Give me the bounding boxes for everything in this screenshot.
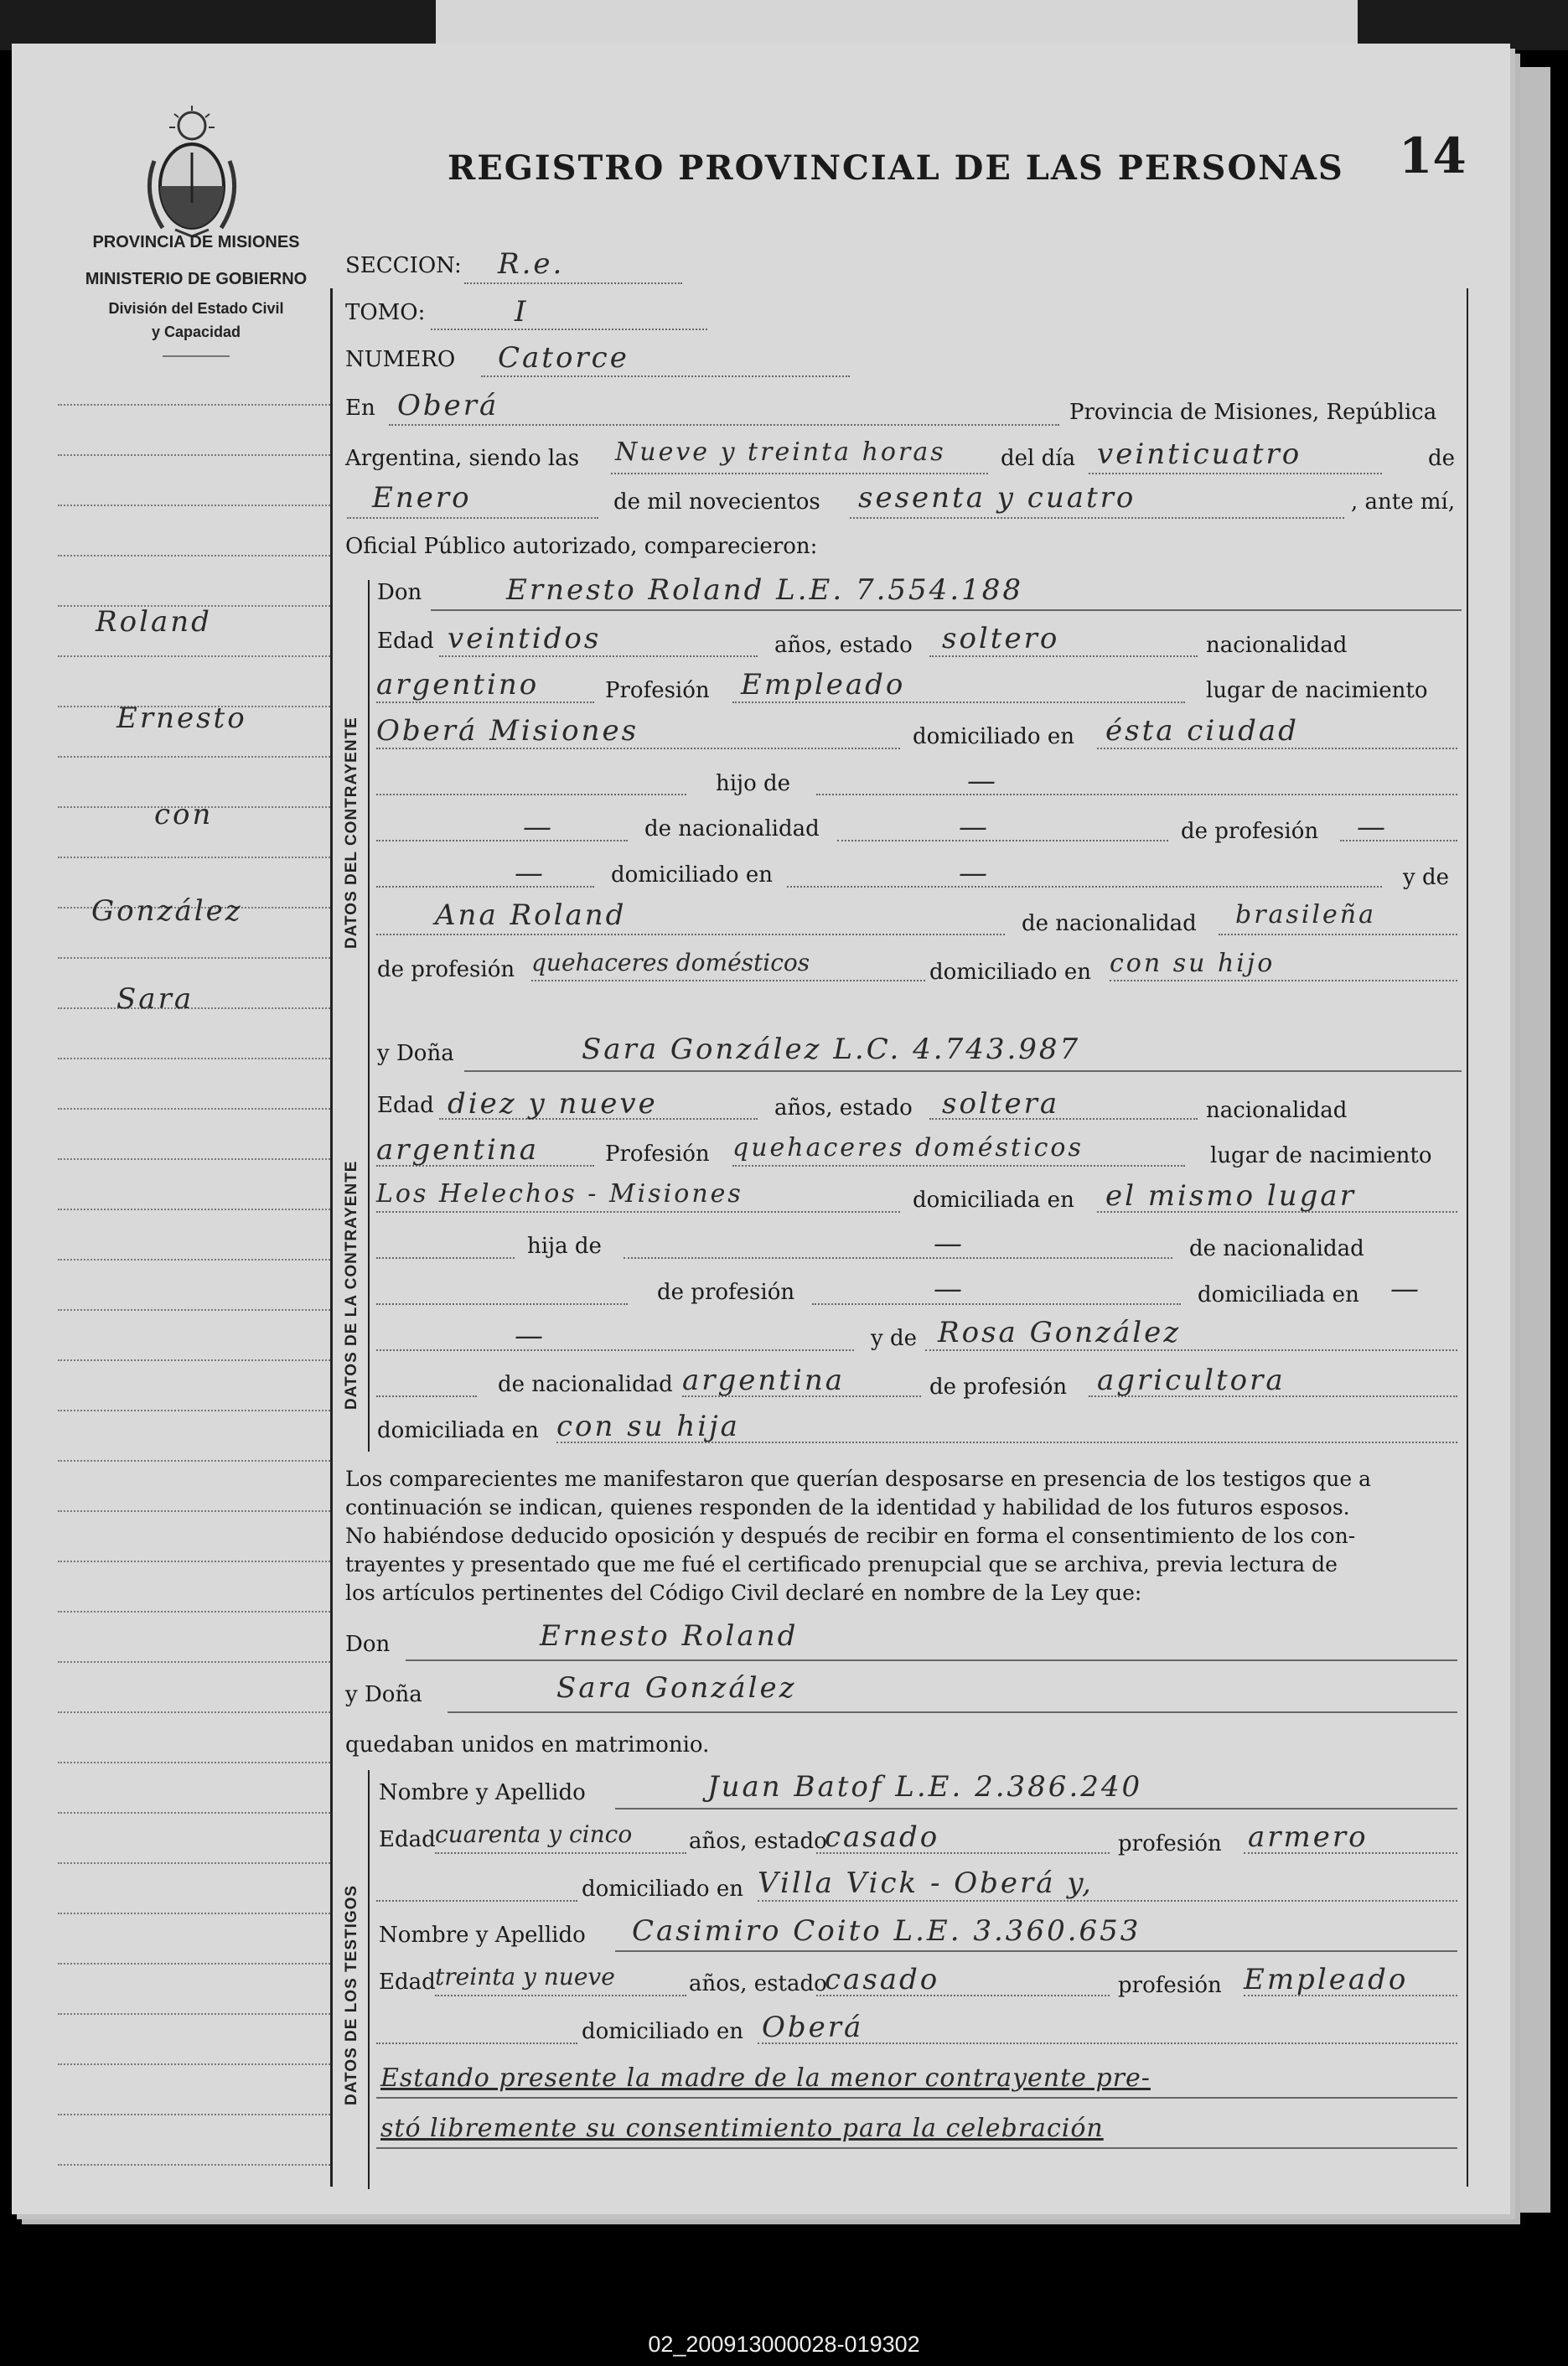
value-bride-edad: diez y nueve — [448, 1087, 658, 1121]
label-domiciliado: domiciliado en — [611, 862, 773, 888]
label-de-prof: de profesión — [929, 1375, 1068, 1400]
field-line — [376, 748, 900, 749]
label-del-dia: del día — [1001, 446, 1076, 471]
value-witness2-edad: treinta y nueve — [435, 1963, 615, 1991]
value-groom-nac: argentino — [376, 668, 540, 702]
margin-note: con — [154, 798, 214, 831]
field-line — [376, 1303, 628, 1305]
label-seccion: SECCION: — [345, 253, 462, 278]
value-witness2-name: Casimiro Coito L.E. 3.360.653 — [632, 1914, 1141, 1948]
value-dash: — — [959, 810, 990, 844]
value-bride-madre-prof: agricultora — [1097, 1364, 1286, 1397]
field-line — [376, 2097, 1457, 2099]
value-groom-prof: Empleado — [741, 668, 906, 702]
margin-note: Ernesto — [116, 702, 247, 735]
value-bride-estado: soltera — [942, 1087, 1060, 1121]
margin-line — [58, 555, 330, 557]
label-edad: Edad — [379, 1827, 436, 1852]
label-domiciliado: domiciliado en — [913, 724, 1074, 749]
value-numero: Catorce — [498, 341, 629, 375]
label-de-prof: de profesión — [657, 1280, 795, 1305]
header-division: División del Estado Civil — [108, 300, 284, 317]
image-id-label: 02_200913000028-019302 — [648, 2332, 920, 2357]
field-line — [439, 655, 758, 657]
value-don-final: Ernesto Roland — [540, 1619, 799, 1653]
margin-line — [58, 1209, 330, 1210]
field-line — [624, 1257, 1172, 1259]
label-oficial: Oficial Público autorizado, comparecieron: — [345, 534, 818, 559]
value-note-line2: stó libremente su consentimiento para la celebración — [380, 2114, 1104, 2143]
margin-line — [58, 404, 330, 406]
value-anio: sesenta y cuatro — [858, 481, 1136, 515]
label-provincia: Provincia de Misiones, República — [1069, 400, 1437, 425]
field-line — [464, 1070, 1462, 1072]
margin-line — [58, 1661, 330, 1663]
field-line — [481, 375, 850, 377]
value-dash: — — [959, 857, 990, 890]
margin-line — [58, 1007, 330, 1009]
value-en: Oberá — [397, 389, 499, 422]
field-line — [431, 329, 707, 330]
section-bracket — [368, 1033, 370, 1452]
margin-line — [58, 1862, 330, 1864]
field-line — [816, 794, 1457, 795]
value-dash: — — [515, 857, 546, 890]
value-witness2-prof: Empleado — [1244, 1963, 1409, 1996]
field-line — [376, 934, 1005, 935]
header-rule — [163, 355, 230, 357]
paragraph-line: Los comparecientes me manifestaron que querían desposarse en presencia de los testigos que a — [345, 1467, 1371, 1491]
margin-line — [58, 857, 330, 858]
margin-line — [58, 655, 330, 657]
margin-line — [58, 1913, 330, 1914]
value-groom-lugar: Oberá Misiones — [376, 714, 639, 748]
field-line — [347, 517, 598, 519]
section-bracket — [368, 1770, 370, 2189]
value-dash: — — [1357, 810, 1388, 844]
right-border — [1467, 288, 1468, 2187]
field-line — [376, 1349, 854, 1351]
margin-line — [58, 1561, 330, 1562]
margin-line — [58, 1108, 330, 1110]
field-line — [448, 1711, 1457, 1713]
label-domiciliado: domiciliado en — [582, 2019, 743, 2044]
label-domiciliada: domiciliada en — [377, 1418, 539, 1443]
margin-line — [58, 1158, 330, 1160]
label-anos-estado: años, estado — [774, 633, 913, 658]
paragraph-line: continuación se indican, quienes responden de la identidad y habilidad de los futuros esposos. — [345, 1495, 1350, 1520]
label-domiciliado: domiciliado en — [929, 960, 1091, 985]
label-de-mil: de mil novecientos — [613, 489, 820, 515]
value-dona-final: Sara González — [556, 1671, 797, 1705]
field-line — [376, 1257, 515, 1259]
label-argentina: Argentina, siendo las — [345, 446, 580, 471]
field-line — [850, 517, 1344, 519]
coat-of-arms-icon — [137, 102, 246, 241]
field-line — [376, 702, 594, 703]
value-groom-name: Ernesto Roland L.E. 7.554.188 — [506, 573, 1024, 607]
label-de-nac: de nacionalidad — [1189, 1236, 1364, 1261]
value-hora: Nueve y treinta horas — [615, 437, 946, 467]
margin-line — [58, 1410, 330, 1411]
value-dia: veinticuatro — [1097, 437, 1302, 471]
value-groom-dom: ésta ciudad — [1105, 714, 1299, 748]
side-label-witnesses: DATOS DE LOS TESTIGOS — [343, 1884, 360, 2105]
margin-line — [58, 1762, 330, 1763]
label-profesion: Profesión — [605, 678, 710, 703]
field-line — [435, 1995, 686, 1996]
value-dash: — — [515, 1319, 546, 1353]
label-nacionalidad: nacionalidad — [1206, 633, 1348, 658]
field-line — [376, 1395, 477, 1397]
side-label-bride: DATOS DE LA CONTRAYENTE — [343, 1160, 360, 1410]
label-anos-estado: años, estado — [774, 1095, 913, 1121]
label-don: Don — [377, 580, 422, 605]
page-number: 14 — [1399, 127, 1467, 184]
field-line — [732, 702, 1185, 703]
label-de-prof: de profesión — [377, 957, 515, 982]
field-line — [389, 424, 1059, 426]
label-tomo: TOMO: — [345, 300, 426, 325]
label-domiciliada: domiciliada en — [1198, 1282, 1359, 1307]
value-bride-madre: Rosa González — [938, 1316, 1182, 1349]
value-bride-nac: argentina — [376, 1133, 540, 1167]
field-line — [837, 840, 1168, 841]
field-line — [1110, 980, 1457, 981]
header-capacity: y Capacidad — [151, 324, 241, 340]
label-domiciliado: domiciliado en — [582, 1877, 743, 1902]
value-groom-madre: Ana Roland — [435, 898, 627, 932]
label-domiciliada: domiciliada en — [913, 1188, 1074, 1213]
margin-line — [58, 1611, 330, 1613]
label-profesion: profesión — [1118, 1831, 1222, 1856]
field-line — [758, 1900, 1457, 1902]
field-line — [732, 1165, 1185, 1167]
margin-line — [58, 1309, 330, 1311]
margin-line — [58, 454, 330, 456]
field-line — [431, 609, 1462, 611]
label-anos-estado: años, estado — [689, 1971, 827, 1996]
margin-note: González — [91, 894, 243, 928]
value-bride-name: Sara González L.C. 4.743.987 — [582, 1033, 1081, 1066]
value-witness1-name: Juan Batof L.E. 2.386.240 — [707, 1770, 1143, 1804]
field-line — [376, 794, 686, 795]
margin-line — [58, 1812, 330, 1814]
label-de-nac: de nacionalidad — [1022, 911, 1197, 936]
label-lugar-nac: lugar de nacimiento — [1210, 1143, 1432, 1168]
label-y-dona: y Doña — [345, 1682, 422, 1707]
value-dash: — — [523, 810, 554, 844]
paragraph-line: trayentes y presentado que me fué el certificado prenupcial que se archiva, previa lectura de — [345, 1552, 1338, 1576]
label-hijo-de: hijo de — [716, 771, 791, 796]
label-don: Don — [345, 1632, 391, 1657]
page-title: REGISTRO PROVINCIAL DE LAS PERSONAS — [448, 148, 1344, 188]
header-ministry: MINISTERIO DE GOBIERNO — [85, 270, 308, 288]
field-line — [925, 1349, 1457, 1351]
field-line — [376, 2042, 577, 2044]
value-groom-madre-dom: con su hijo — [1110, 949, 1276, 978]
field-line — [615, 1808, 1457, 1809]
value-dash: — — [934, 1227, 965, 1261]
margin-line — [58, 1359, 330, 1361]
margin-line — [58, 957, 330, 959]
label-de-nac: de nacionalidad — [498, 1372, 673, 1397]
field-line — [376, 2147, 1457, 2149]
value-note-line1: Estando presente la madre de la menor contrayente pre- — [380, 2063, 1151, 2093]
label-de: de — [1428, 446, 1456, 471]
label-numero: NUMERO — [345, 347, 456, 372]
value-mes: Enero — [372, 481, 472, 515]
label-hija-de: hija de — [527, 1234, 602, 1259]
value-witness1-dom: Villa Vick - Oberá y, — [758, 1866, 1094, 1900]
value-witness1-estado: casado — [825, 1820, 940, 1854]
field-line — [611, 473, 988, 474]
field-line — [929, 655, 1198, 657]
label-ante-mi: , ante mí, — [1351, 489, 1456, 515]
value-groom-madre-prof: quehaceres domésticos — [531, 949, 810, 976]
field-line — [615, 1950, 1457, 1952]
margin-line — [58, 1259, 330, 1261]
label-y-de: y de — [871, 1326, 917, 1351]
margin-line — [58, 2164, 330, 2166]
margin-line — [58, 756, 330, 758]
value-dash: — — [1390, 1272, 1421, 1306]
paragraph-line: los artículos pertinentes del Código Civil declaré en nombre de la Ley que: — [345, 1581, 1142, 1605]
value-tomo: I — [515, 295, 529, 329]
value-witness2-estado: casado — [825, 1963, 940, 1996]
field-line — [464, 282, 682, 284]
value-dash: — — [934, 1272, 965, 1306]
value-groom-edad: veintidos — [448, 622, 602, 655]
label-y-dona: y Doña — [377, 1041, 454, 1066]
value-bride-madre-dom: con su hija — [556, 1410, 740, 1443]
field-line — [376, 840, 628, 841]
label-de-nac: de nacionalidad — [644, 816, 820, 841]
value-bride-lugar: Los Helechos - Misiones — [376, 1179, 743, 1209]
margin-line — [58, 1963, 330, 1965]
margin-line — [58, 1711, 330, 1713]
value-groom-estado: soltero — [942, 622, 1060, 655]
section-bracket — [368, 580, 370, 1033]
margin-divider — [330, 288, 333, 2187]
label-anos-estado: años, estado — [689, 1829, 827, 1854]
field-line — [435, 1852, 686, 1854]
value-bride-madre-nac: argentina — [682, 1364, 846, 1397]
label-profesion: Profesión — [605, 1142, 710, 1167]
value-witness1-edad: cuarenta y cinco — [435, 1820, 633, 1848]
label-nombre-apellido: Nombre y Apellido — [379, 1780, 586, 1805]
field-line — [406, 1659, 1457, 1661]
field-line — [1097, 748, 1457, 749]
value-witness1-prof: armero — [1248, 1820, 1369, 1854]
field-line — [376, 886, 594, 888]
field-line — [1219, 934, 1457, 935]
label-lugar-nac: lugar de nacimiento — [1206, 678, 1428, 703]
label-nombre-apellido: Nombre y Apellido — [379, 1923, 586, 1948]
document-page — [12, 44, 1510, 2214]
header-province: PROVINCIA DE MISIONES — [92, 233, 300, 251]
margin-line — [58, 1460, 330, 1462]
value-dash: — — [967, 764, 998, 798]
margin-line — [58, 2114, 330, 2115]
label-quedaban: quedaban unidos en matrimonio. — [345, 1732, 710, 1758]
field-line — [1089, 473, 1382, 474]
label-edad: Edad — [377, 629, 434, 654]
label-profesion: profesión — [1118, 1973, 1222, 1998]
field-line — [376, 1900, 577, 1902]
margin-line — [58, 1058, 330, 1059]
label-y-de: y de — [1403, 865, 1449, 890]
margin-note: Roland — [96, 605, 212, 639]
value-groom-madre-nac: brasileña — [1235, 900, 1376, 929]
field-line — [531, 980, 925, 981]
field-line — [812, 1303, 1181, 1305]
value-bride-dom: el mismo lugar — [1105, 1179, 1356, 1213]
side-label-groom: DATOS DEL CONTRAYENTE — [343, 717, 360, 949]
margin-line — [58, 2063, 330, 2065]
label-edad: Edad — [379, 1970, 436, 1995]
margin-note: Sara — [116, 982, 194, 1016]
label-edad: Edad — [377, 1093, 434, 1118]
value-seccion: R.e. — [498, 247, 565, 281]
label-nacionalidad: nacionalidad — [1206, 1098, 1348, 1123]
margin-line — [58, 2013, 330, 2015]
field-line — [376, 1211, 900, 1213]
paragraph-line: No habiéndose deducido oposición y después de recibir en forma el consentimiento de los con- — [345, 1524, 1356, 1548]
margin-line — [58, 1510, 330, 1512]
field-line — [787, 886, 1382, 888]
value-bride-prof: quehaceres domésticos — [732, 1133, 1084, 1162]
margin-line — [58, 505, 330, 506]
value-witness2-dom: Oberá — [762, 2011, 864, 2044]
label-en: En — [345, 396, 375, 421]
label-de-prof: de profesión — [1181, 819, 1319, 844]
